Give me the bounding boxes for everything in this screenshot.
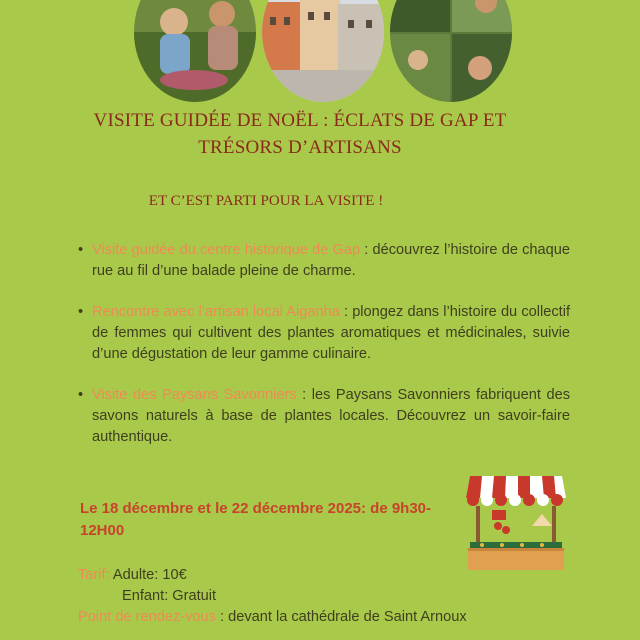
item-text: : découvrez l’histoire de chaque rue au fil d’une balade pleine de charme. bbox=[92, 242, 570, 279]
title-line-2: TRÉSORS D’ARTISANS bbox=[198, 137, 402, 158]
tarif-label: Tarif: bbox=[78, 567, 110, 583]
photo-gap-square bbox=[262, 0, 384, 102]
title-line-1: VISITE GUIDÉE DE NOËL : ÉCLATS DE GAP ET bbox=[93, 110, 507, 131]
item-text: : plongez dans l’histoire du collectif de femmes qui cultivent des plantes aromatiques et médicinales, suivie d’une dégustation de leur gamme culinaire. bbox=[92, 304, 570, 362]
list-item bbox=[78, 302, 570, 365]
bullet-icon: • bbox=[78, 242, 84, 258]
item-highlight: Visite guidée du centre historique de Gap bbox=[92, 242, 361, 258]
bullet-icon: • bbox=[78, 387, 84, 403]
christmas-market-stall-icon bbox=[462, 468, 570, 574]
bullet-icon: • bbox=[78, 304, 84, 320]
photo-harvest bbox=[134, 0, 256, 102]
pricing-block bbox=[78, 565, 467, 628]
item-highlight: Visite des Paysans Savonniers bbox=[92, 387, 297, 403]
town-square-image bbox=[262, 0, 384, 102]
photo-artisans bbox=[390, 0, 512, 102]
subtitle: ET C’EST PARTI POUR LA VISITE ! bbox=[148, 193, 384, 209]
item-highlight: Rencontre avec l’artisan local Aiganha bbox=[92, 304, 340, 320]
list-item bbox=[78, 240, 570, 282]
event-dates: Le 18 décembre et le 22 décembre 2025: de 9h30-12H00 bbox=[80, 500, 432, 539]
meeting-place: : devant la cathédrale de Saint Arnoux bbox=[215, 609, 467, 625]
adult-price: Adulte: 10€ bbox=[109, 567, 187, 583]
item-text: : les Paysans Savonniers fabriquent des savons naturels à base de plantes locales. Découvrez un savoir-faire authentique. bbox=[92, 387, 570, 445]
artisans-image bbox=[390, 0, 512, 102]
child-price: Enfant: Gratuit bbox=[122, 588, 217, 604]
meeting-label: Point de rendez-vous bbox=[78, 609, 216, 625]
harvest-image bbox=[134, 0, 256, 102]
activity-list bbox=[78, 240, 570, 468]
list-item bbox=[78, 385, 570, 448]
